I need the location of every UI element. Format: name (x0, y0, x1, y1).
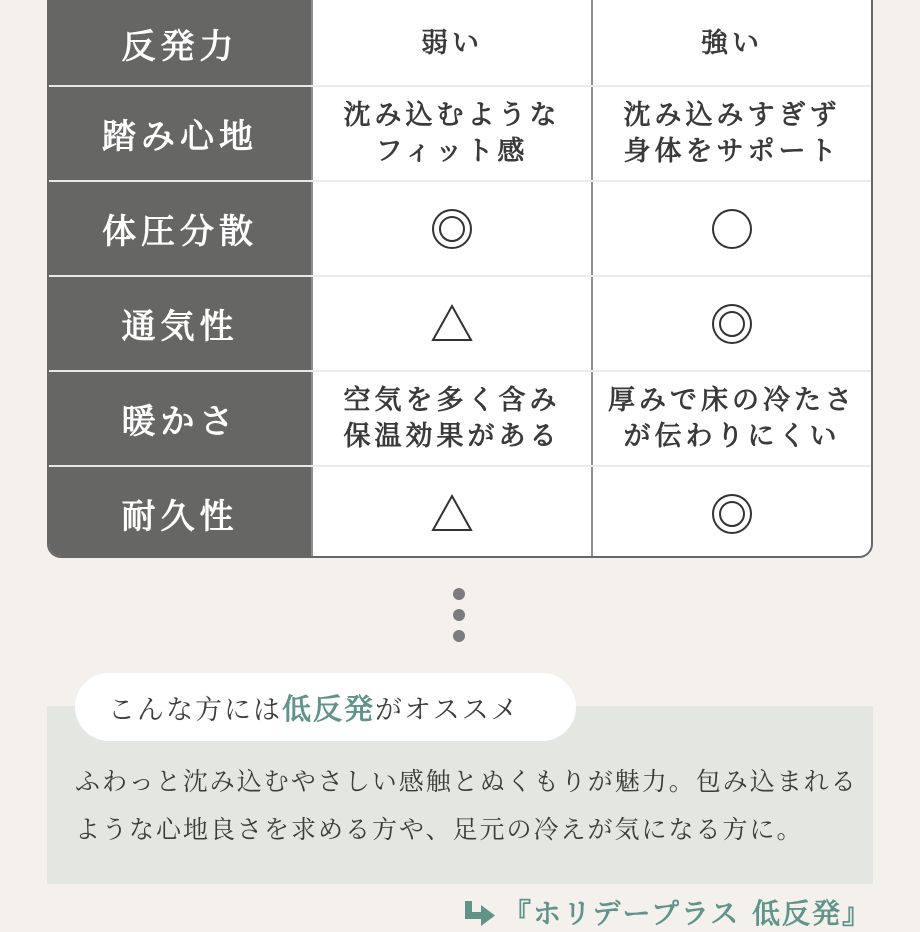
high-cell (593, 467, 871, 558)
recommendation-heading (75, 673, 576, 741)
product-link-text[interactable]: 『ホリデープラス 低反発』 (503, 897, 872, 930)
table-row (49, 275, 871, 370)
cell-text: 沈み込みすぎず 身体をサポート (623, 99, 841, 167)
cell-text: 空気を多く含み 保温効果がある (343, 384, 561, 452)
low-cell: 弱い (311, 0, 593, 85)
dot (453, 588, 465, 600)
low-cell (311, 87, 593, 180)
recommendation-description: ふわっと沈み込むやさしい感触とぬくもりが魅力。包み込まれるような心地良さを求める方や、足元の冷えが気になる方に。 (75, 767, 858, 844)
low-cell (311, 182, 593, 275)
table-row (49, 370, 871, 465)
arrow-right-icon (463, 897, 497, 927)
row-label: 通気性 (49, 275, 311, 370)
heading-highlight: 低反発 (282, 691, 376, 726)
heading-prefix: こんな方には (108, 694, 282, 726)
triangle-icon (430, 302, 474, 346)
high-cell (593, 372, 871, 465)
cell-text: 沈み込むような フィット感 (343, 99, 561, 167)
double-circle-icon (710, 302, 754, 346)
low-cell (311, 467, 593, 558)
row-label: 体圧分散 (49, 180, 311, 275)
table-row (49, 465, 871, 558)
high-cell: 強い (701, 27, 763, 59)
dot (453, 630, 465, 642)
table-row (49, 180, 871, 275)
low-cell (311, 372, 593, 465)
high-cell (593, 277, 871, 370)
low-cell (311, 277, 593, 370)
table-row (49, 0, 871, 85)
row-label: 暖かさ (49, 370, 311, 465)
row-label: 踏み心地 (49, 85, 311, 180)
dot (453, 609, 465, 621)
row-label: 反発力 (49, 0, 311, 85)
double-circle-icon (710, 492, 754, 536)
circle-icon (710, 207, 754, 251)
high-cell (593, 182, 871, 275)
heading-suffix: がオススメ (375, 694, 520, 726)
triangle-icon (430, 492, 474, 536)
cell-text: 厚みで床の冷たさ が伝わりにくい (608, 384, 856, 452)
comparison-table (47, 0, 873, 558)
double-circle-icon (430, 207, 474, 251)
row-label: 耐久性 (49, 465, 311, 558)
product-link[interactable] (463, 892, 872, 932)
table-row (49, 85, 871, 180)
high-cell (593, 87, 871, 180)
vertical-dots-divider (453, 588, 467, 651)
